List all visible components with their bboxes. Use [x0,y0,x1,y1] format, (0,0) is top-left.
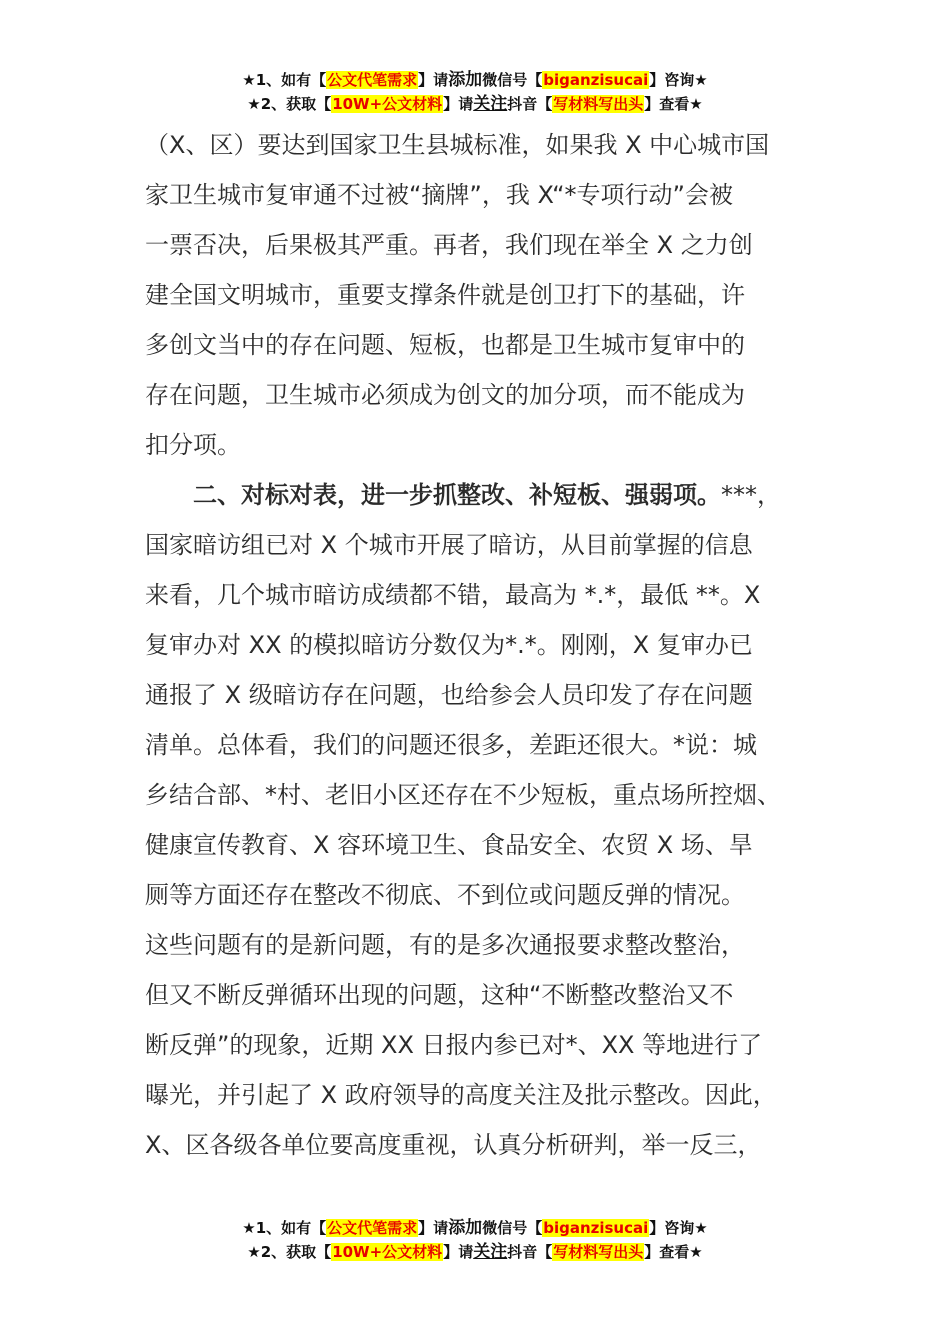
banner-line-1 [0,68,950,92]
section-heading: 二、对标对表，进一步抓整改、补短板、强弱项。 [193,481,721,509]
text-line: 国家暗访组已对 X 个城市开展了暗访，从目前掌握的信息 [145,531,753,559]
banner-text: 】查看★ [644,95,703,113]
banner-text: 2、获取【 [260,95,332,113]
banner-emphasis: 关注 [473,1242,508,1262]
highlight-materials: 10W+公文材料 [332,1243,443,1261]
banner-text: 1、如有【 [255,71,327,89]
banner-text: 微信号【 [482,71,543,89]
text-line: 多创文当中的存在问题、短板，也都是卫生城市复审中的 [145,331,745,359]
banner-line-2 [0,1240,950,1264]
highlight-materials: 10W+公文材料 [332,95,443,113]
text-line: 复审办对 XX 的模拟暗访分数仅为*.*。刚刚，X 复审办已 [145,631,753,659]
text-line: 厕等方面还存在整改不彻底、不到位或问题反弹的情况。 [145,881,745,909]
paragraph-2 [145,470,825,1170]
text-line: 存在问题，卫生城市必须成为创文的加分项，而不能成为 [145,381,745,409]
text-line: 扣分项。 [145,431,241,459]
banner-text: 】咨询★ [649,1219,708,1237]
star-icon: ★ [242,71,256,89]
text-span: ***， [721,481,781,509]
paragraph-1 [145,120,825,470]
banner-line-2 [0,92,950,116]
highlight-wechat-id: biganzisucai [543,71,649,89]
text-line: 通报了 X 级暗访存在问题，也给参会人员印发了存在问题 [145,681,753,709]
banner-text: 抖音【 [507,1243,553,1261]
banner-text: 】请 [443,1243,474,1261]
highlight-writing-service: 公文代笔需求 [327,1219,418,1237]
banner-text: 2、获取【 [260,1243,332,1261]
banner-line-1 [0,1216,950,1240]
highlight-writing-service: 公文代笔需求 [327,71,418,89]
text-line: 清单。总体看，我们的问题还很多，差距还很大。*说：城 [145,731,757,759]
banner-text: 抖音【 [507,95,553,113]
highlight-douyin-account: 写材料写出头 [553,1243,644,1261]
text-line: 这些问题有的是新问题，有的是多次通报要求整改整治， [145,931,745,959]
banner-text: 】查看★ [644,1243,703,1261]
document-body [145,120,825,1170]
text-line: 建全国文明城市，重要支撑条件就是创卫打下的基础，许 [145,281,745,309]
star-icon: ★ [247,95,261,113]
section-heading-line [145,470,825,520]
banner-text: 】请 [443,95,474,113]
text-line: 乡结合部、*村、老旧小区还存在不少短板，重点场所控烟、 [145,781,781,809]
text-line: 来看，几个城市暗访成绩都不错，最高为 *.*，最低 **。X [145,581,761,609]
star-icon: ★ [247,1243,261,1261]
banner-text: 】请 [418,71,449,89]
banner-text: 微信号【 [482,1219,543,1237]
text-line: （X、区）要达到国家卫生县城标准，如果我 X 中心城市国 [145,131,770,159]
banner-emphasis: 关注 [473,94,508,114]
highlight-wechat-id: biganzisucai [543,1219,649,1237]
highlight-douyin-account: 写材料写出头 [553,95,644,113]
text-line: 一票否决，后果极其严重。再者，我们现在举全 X 之力创 [145,231,753,259]
bottom-banner [0,1216,950,1264]
banner-text: 1、如有【 [255,1219,327,1237]
text-line: 曝光，并引起了 X 政府领导的高度关注及批示整改。因此， [145,1081,777,1109]
banner-emphasis: 添加 [448,70,483,90]
text-line: 家卫生城市复审通不过被“摘牌”，我 X“*专项行动”会被 [145,181,733,209]
text-line: 健康宣传教育、X 容环境卫生、食品安全、农贸 X 场、旱 [145,831,753,859]
top-banner [0,68,950,116]
text-line: X、区各级各单位要高度重视，认真分析研判，举一反三， [145,1131,762,1159]
banner-emphasis: 添加 [448,1218,483,1238]
text-line: 但又不断反弹循环出现的问题，这种“不断整改整治又不 [145,981,734,1009]
banner-text: 】咨询★ [649,71,708,89]
star-icon: ★ [242,1219,256,1237]
banner-text: 】请 [418,1219,449,1237]
text-line: 断反弹”的现象，近期 XX 日报内参已对*、XX 等地进行了 [145,1031,763,1059]
